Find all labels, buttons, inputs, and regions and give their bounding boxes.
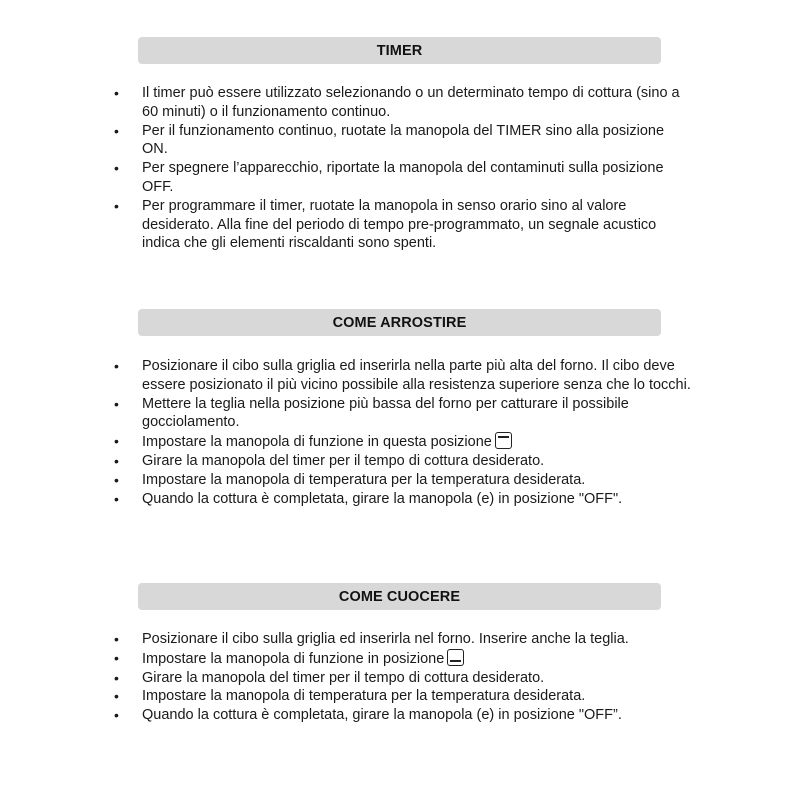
bullet: • xyxy=(114,433,119,450)
list-item: • Quando la cottura è completata, girare la manopola (e) in posizione "OFF". xyxy=(114,490,623,507)
section-header-arrostire xyxy=(138,309,661,336)
bullet: • xyxy=(114,471,119,488)
bullet: • xyxy=(114,452,119,469)
bullet: • xyxy=(114,649,119,666)
bullet: • xyxy=(114,631,119,647)
list-item: • Impostare la manopola di temperatura per la temperatura desiderata. xyxy=(114,688,586,705)
bullet: • xyxy=(114,85,119,101)
bullet: • xyxy=(114,707,119,724)
section-header-timer xyxy=(138,37,661,64)
list-item: • Quando la cottura è completata, girare la manopola (e) in posizione "OFF”. xyxy=(114,707,622,724)
bullet: • xyxy=(114,197,119,214)
section-header-cuocere xyxy=(138,583,661,610)
section-title-arrostire: COME ARROSTIRE xyxy=(332,315,467,331)
list-item: • Girare la manopola del timer per il tempo di cottura desiderato. xyxy=(114,452,545,469)
timer-list xyxy=(0,84,800,253)
list-item: • Impostare la manopola di funzione in posizione xyxy=(0,649,692,669)
section-title-cuocere: COME CUOCERE xyxy=(338,589,461,605)
bullet: • xyxy=(114,395,119,412)
arrostire-list xyxy=(0,357,800,508)
bullet: • xyxy=(114,669,119,686)
section-title-timer: TIMER xyxy=(376,43,423,59)
list-item: • Impostare la manopola di funzione in questa posizione xyxy=(0,432,692,452)
bullet: • xyxy=(114,160,119,177)
bullet: • xyxy=(114,358,119,374)
list-item: • Per il funzionamento continuo, ruotate la manopola del TIMER sino alla posizione ON. xyxy=(114,122,665,158)
list-item: • Girare la manopola del timer per il tempo di cottura desiderato. xyxy=(114,669,545,686)
list-item: • Il timer può essere utilizzato selezionando o un determinato tempo di cottura (sino a 60 minuti) o il funzionamento continuo. xyxy=(114,85,680,120)
bullet: • xyxy=(114,122,119,139)
cuocere-list xyxy=(0,630,800,725)
list-item: • Mettere la teglia nella posizione più bassa del forno per catturare il possibile gocciolamento. xyxy=(114,395,629,431)
bottom-heating-element-icon xyxy=(447,649,464,666)
bullet: • xyxy=(114,490,119,507)
list-item: • Impostare la manopola di temperatura per la temperatura desiderata. xyxy=(114,471,586,488)
list-item: • Per programmare il timer, ruotate la manopola in senso orario sino al valore desiderato. Alla fine del periodo di tempo pre-programmato, un segnale acustico indica che gli elementi riscaldanti sono spenti. xyxy=(114,197,657,252)
list-item: • Per spegnere l’apparecchio, riportate la manopola del contaminuti sulla posizione OFF. xyxy=(114,160,664,195)
bullet: • xyxy=(114,688,119,705)
top-heating-element-icon xyxy=(495,432,512,449)
list-item: • Posizionare il cibo sulla griglia ed inserirla nella parte più alta del forno. Il cibo deve essere posizionato il più vicino possibile alla resistenza superiore senza che lo tocchi. xyxy=(114,358,691,393)
list-item: • Posizionare il cibo sulla griglia ed inserirla nel forno. Inserire anche la teglia. xyxy=(114,631,629,647)
